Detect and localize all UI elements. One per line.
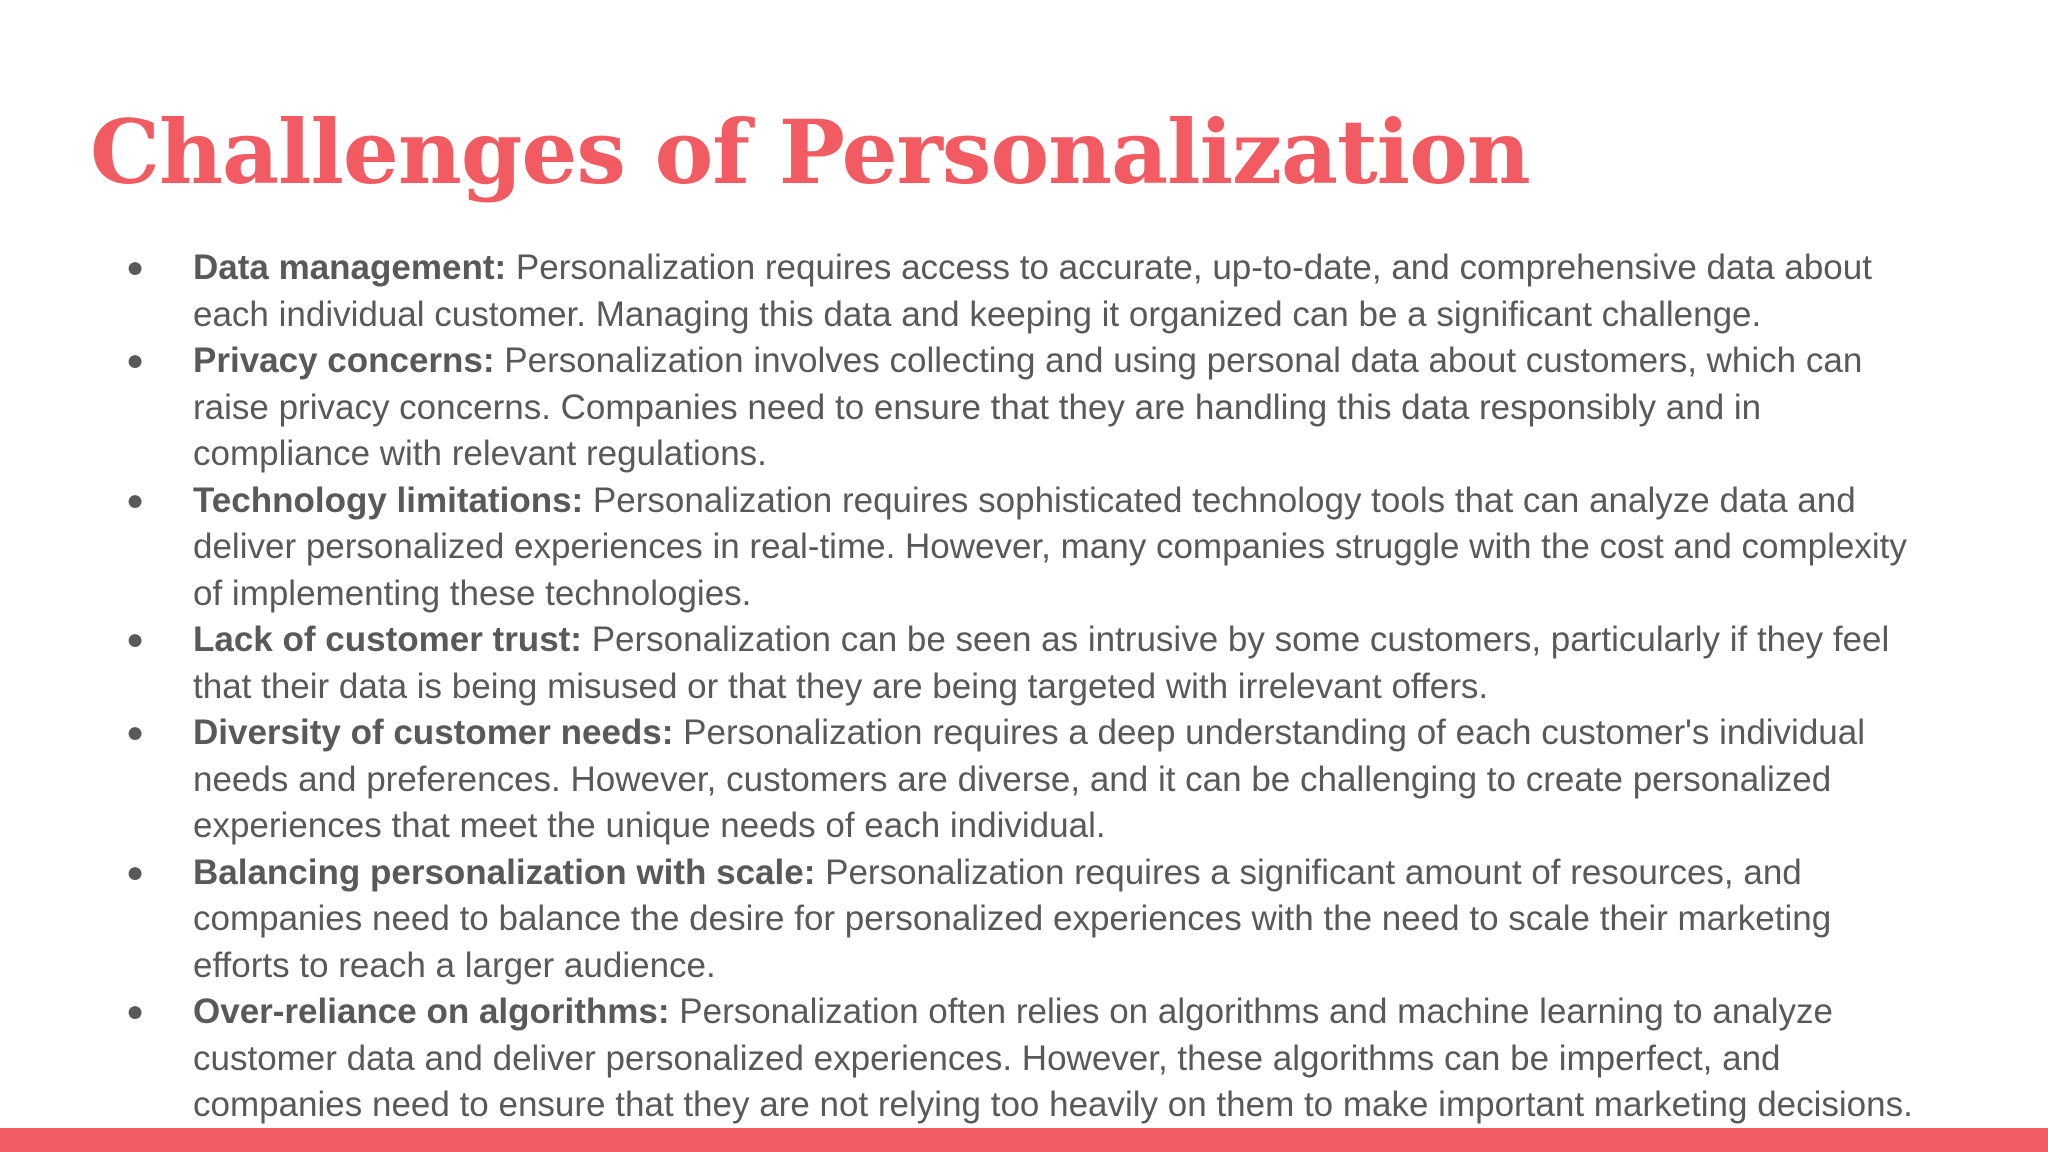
bullet-dot-icon: ● <box>126 716 145 749</box>
bullet-item <box>118 478 1918 618</box>
bullet-dot-icon: ● <box>126 344 145 377</box>
bullet-text: Personalization involves collecting and using personal data about customers, which can raise privacy concerns. Companies need to ensure that they are handling this data responsibly and in compliance with relevant regulations. <box>193 341 1863 473</box>
bullet-term: Lack of customer trust: <box>193 620 582 659</box>
bullet-term: Data management: <box>193 248 507 287</box>
bullet-item <box>118 989 1918 1129</box>
bullet-text: Personalization requires sophisticated technology tools that can analyze data and deliver personalized experiences in real-time. However, many companies struggle with the cost and complexity of implementing these technologies. <box>193 480 1907 613</box>
slide-title: Challenges of Personalization <box>90 100 1530 204</box>
bullet-dot-icon: ● <box>126 251 145 284</box>
bullet-term: Diversity of customer needs: <box>193 713 674 752</box>
bullet-text: Personalization requires a deep understanding of each customer's individual needs and preferences. However, customers are diverse, and it can be challenging to create personalized experiences that meet the unique needs of each individual. <box>193 713 1866 845</box>
bullet-dot-icon: ● <box>126 483 145 517</box>
bullet-text: Personalization can be seen as intrusive by some customers, particularly if they feel that their data is being misused or that they are being targeted with irrelevant offers. <box>193 620 1890 706</box>
bullet-item <box>118 617 1918 710</box>
bullet-term: Over-reliance on algorithms: <box>193 992 670 1031</box>
bullet-term: Privacy concerns: <box>193 341 495 380</box>
bullet-item <box>118 245 1918 338</box>
bullet-dot-icon: ● <box>126 995 145 1028</box>
bullet-dot-icon: ● <box>126 855 145 889</box>
bullet-text: Personalization requires access to accurate, up-to-date, and comprehensive data about each individual customer. Managing this data and keeping it organized can be a significant challenge. <box>193 248 1872 334</box>
bullet-term: Balancing personalization with scale: <box>193 852 816 892</box>
bullet-item <box>118 338 1918 478</box>
bullet-item <box>118 710 1918 850</box>
bullet-list <box>118 245 1918 1129</box>
bullet-text: Personalization often relies on algorithms and machine learning to analyze customer data and deliver personalized experiences. However, these algorithms can be imperfect, and companies need to ensure that they are not relying too heavily on them to make important marketing decisions. <box>193 992 1913 1124</box>
footer-accent-bar <box>0 1128 2048 1152</box>
bullet-dot-icon: ● <box>126 623 145 656</box>
bullet-term: Technology limitations: <box>193 480 584 520</box>
bullet-item <box>118 850 1918 990</box>
bullet-text: Personalization requires a significant amount of resources, and companies need to balance the desire for personalized experiences with the need to scale their marketing efforts to reach a larger audience. <box>193 852 1832 985</box>
